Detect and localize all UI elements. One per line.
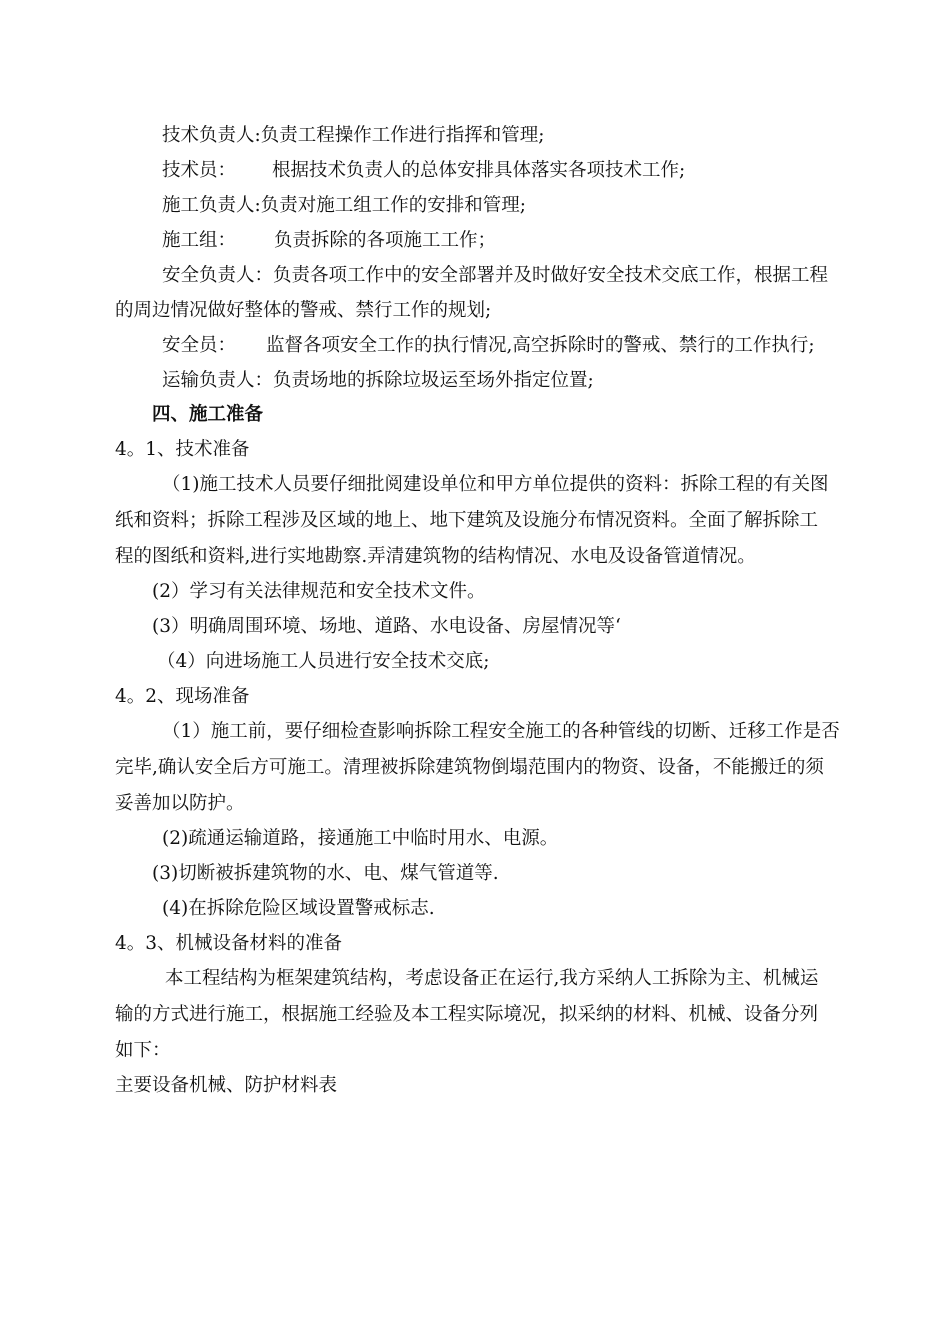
role-text: 负责拆除的各项施工工作；	[274, 230, 497, 251]
role-label: 运输负责人：	[162, 370, 274, 391]
paragraph-line: 妥善加以防护。	[115, 793, 245, 814]
section-heading: 四、施工准备	[152, 404, 264, 425]
role-line-transport-lead	[162, 369, 594, 393]
list-item: (3）明确周围环境、场地、道路、水电设备、房屋情况等‘	[152, 616, 621, 637]
paragraph-line: 程的图纸和资料,进行实地勘察.弄清建筑物的结构情况、水电及设备管道情况。	[115, 546, 756, 567]
role-label: 施工负责人:	[162, 195, 261, 216]
paragraph-line: 完毕,确认安全后方可施工。清理被拆除建筑物倒塌范围内的物资、设备，不能搬迁的须	[115, 757, 824, 778]
role-label: 技术负责人:	[162, 125, 261, 146]
list-item: (4)在拆除危险区域设置警戒标志.	[162, 898, 435, 919]
paragraph-line: 如下：	[115, 1040, 171, 1061]
paragraph-line: 本工程结构为框架建筑结构，考虑设备正在运行,我方采纳人工拆除为主、机械运	[165, 968, 819, 989]
role-text: 负责工程操作工作进行指挥和管理;	[260, 125, 545, 146]
role-text: 根据技术负责人的总体安排具体落实各项技术工作;	[272, 160, 686, 181]
paragraph-line: 输的方式进行施工，根据施工经验及本工程实际境况，拟采纳的材料、机械、设备分列	[115, 1004, 819, 1025]
role-label: 安全员：	[162, 335, 237, 356]
table-caption: 主要设备机械、防护材料表	[115, 1075, 338, 1096]
subsection-title-4-1: 4。1、技术准备	[115, 439, 250, 460]
list-item: （4）向进场施工人员进行安全技术交底;	[157, 651, 490, 672]
role-line-technician	[162, 159, 685, 183]
paragraph-line: 纸和资料；拆除工程涉及区域的地上、地下建筑及设施分布情况资料。全面了解拆除工	[115, 510, 819, 531]
role-line-construction-team	[162, 229, 496, 253]
list-item: (2)疏通运输道路，接通施工中临时用水、电源。	[162, 828, 559, 849]
role-label: 技术员：	[162, 160, 237, 181]
role-label: 安全负责人：	[162, 265, 274, 286]
subsection-title-4-3: 4。3、机械设备材料的准备	[115, 933, 343, 954]
role-line-tech-lead	[162, 124, 544, 148]
role-text: 负责场地的拆除垃圾运至场外指定位置;	[273, 370, 594, 391]
role-line-construction-lead	[162, 194, 526, 218]
role-line-safety-lead	[162, 264, 828, 288]
list-item: (3)切断被拆建筑物的水、电、煤气管道等.	[152, 863, 499, 884]
role-text: 监督各项安全工作的执行情况,高空拆除时的警戒、禁行的工作执行;	[266, 335, 815, 356]
role-text: 负责对施工组工作的安排和管理;	[260, 195, 526, 216]
role-text: 负责各项工作中的安全部署并及时做好安全技术交底工作，根据工程	[273, 265, 829, 286]
paragraph-line: （1)施工技术人员要仔细批阅建设单位和甲方单位提供的资料：拆除工程的有关图	[162, 474, 829, 495]
role-label: 施工组：	[162, 230, 237, 251]
subsection-title-4-2: 4。2、现场准备	[115, 686, 250, 707]
list-item: (2）学习有关法律规范和安全技术文件。	[152, 581, 486, 602]
role-line-safety-lead-cont: 的周边情况做好整体的警戒、禁行工作的规划;	[115, 300, 492, 321]
paragraph-line: （1）施工前，要仔细检查影响拆除工程安全施工的各种管线的切断、迁移工作是否	[162, 721, 840, 742]
role-line-safety-officer	[162, 334, 815, 358]
